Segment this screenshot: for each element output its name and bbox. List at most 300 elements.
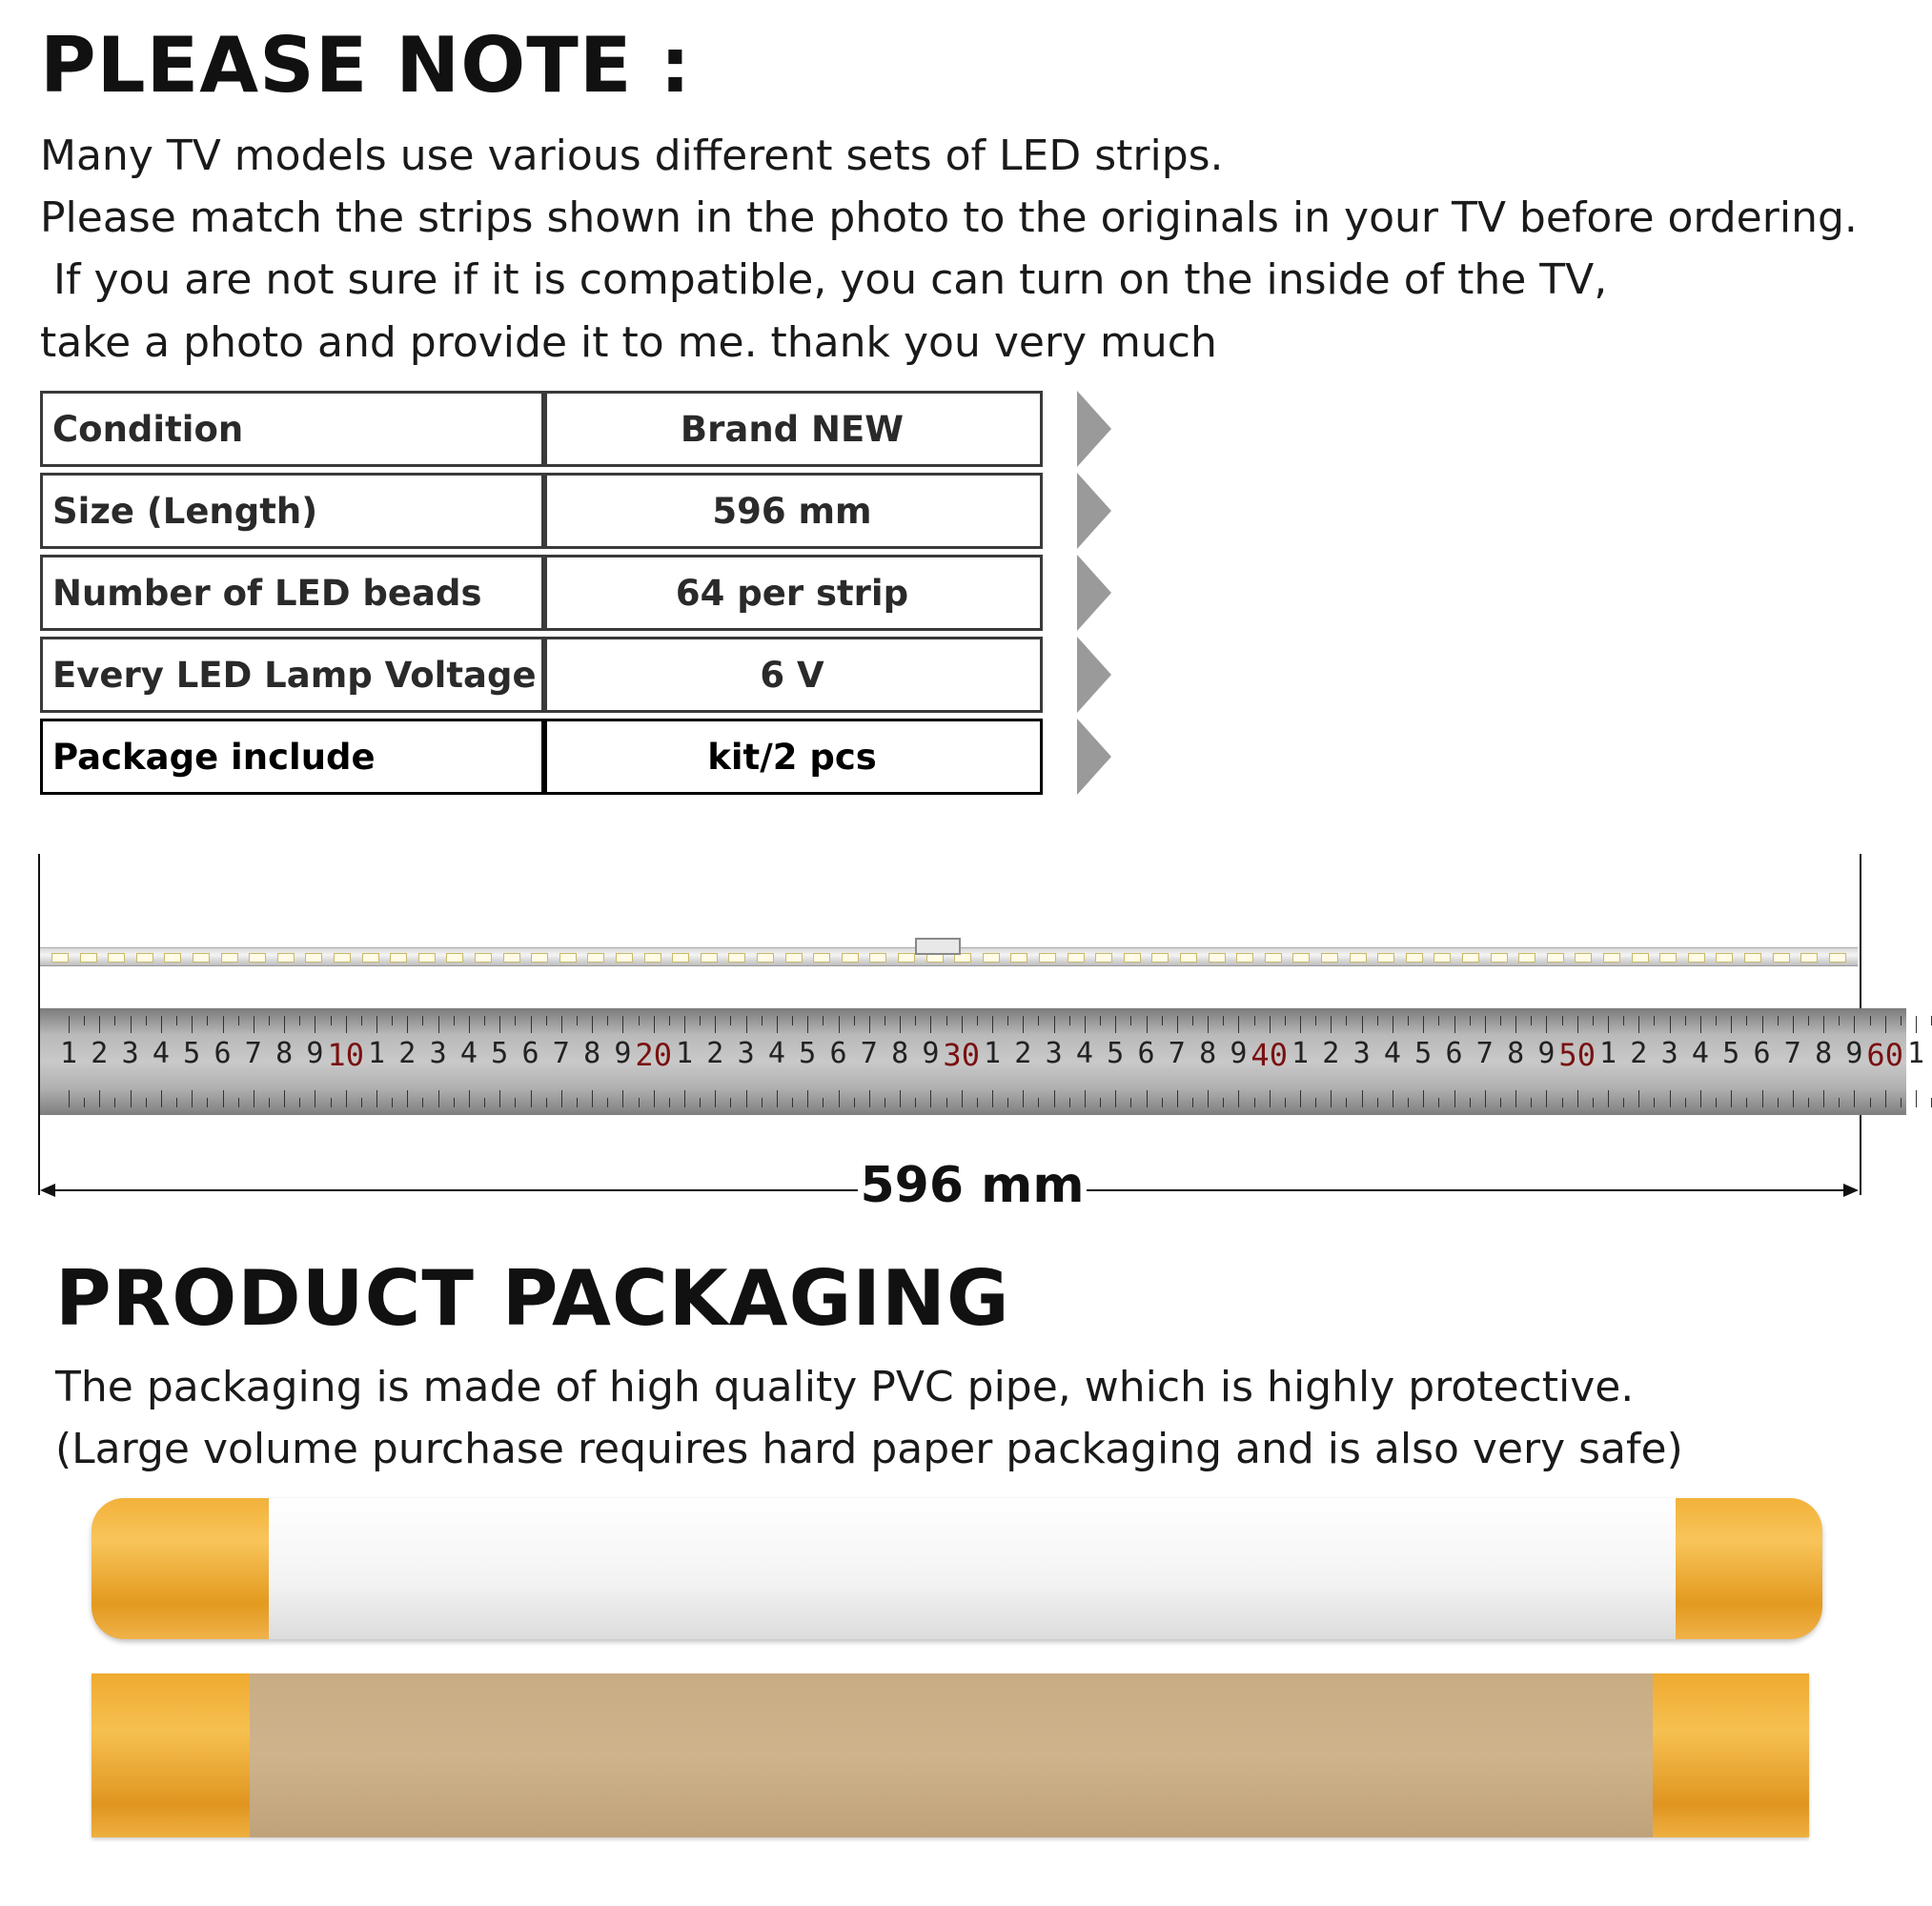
- ruler-number: 2: [706, 1037, 724, 1070]
- ruler-number: 8: [891, 1037, 909, 1070]
- ruler-tick: [1454, 1090, 1455, 1107]
- ruler-tick: [1315, 1098, 1316, 1107]
- ruler-number: 3: [429, 1037, 447, 1070]
- ruler-tick: [1162, 1098, 1163, 1107]
- ruler-number: 7: [1475, 1037, 1494, 1070]
- ruler-tick: [823, 1098, 824, 1107]
- ruler-number: 4: [1691, 1037, 1709, 1070]
- ruler-number: 3: [1660, 1037, 1678, 1070]
- ruler-tick: [546, 1098, 547, 1107]
- ruler-tick: [1192, 1098, 1193, 1107]
- ruler-tick: [607, 1098, 608, 1107]
- ruler-tick: [792, 1016, 793, 1025]
- led-bead: [898, 953, 915, 963]
- ruler-tick: [531, 1016, 532, 1033]
- ruler-tick: [1577, 1016, 1578, 1033]
- ruler-tick: [1300, 1090, 1301, 1107]
- ruler-tick: [639, 1016, 640, 1025]
- ruler-number: 1: [1291, 1037, 1310, 1070]
- led-bead: [1265, 953, 1282, 963]
- dimension-label: 596 mm: [858, 1157, 1087, 1214]
- triangle-arrow-icon: [1077, 555, 1111, 631]
- ruler-tick: [946, 1016, 947, 1025]
- ruler-tick: [1823, 1090, 1824, 1107]
- led-bead: [983, 953, 1000, 963]
- led-bead: [531, 953, 548, 963]
- ruler-number: 1: [1598, 1037, 1617, 1070]
- ruler-tick: [561, 1090, 562, 1107]
- ruler-tick: [1130, 1098, 1131, 1107]
- ruler-number: 9: [1230, 1037, 1248, 1070]
- ruler-tick: [346, 1090, 347, 1107]
- ruler-tick: [807, 1016, 808, 1033]
- ruler-number: 8: [1815, 1037, 1833, 1070]
- ruler-tick: [1223, 1098, 1224, 1107]
- spec-label: Size (Length): [40, 473, 547, 549]
- led-bead: [277, 953, 295, 963]
- ruler-tick: [1423, 1016, 1424, 1033]
- triangle-arrow-icon: [1077, 637, 1111, 713]
- ruler-tick: [1147, 1016, 1148, 1033]
- ruler-number: 8: [1199, 1037, 1217, 1070]
- note-heading: PLEASE NOTE :: [40, 21, 692, 110]
- led-bead: [475, 953, 492, 963]
- ruler-number: 4: [767, 1037, 785, 1070]
- ruler-tick: [1470, 1098, 1471, 1107]
- led-bead: [672, 953, 689, 963]
- ruler-tick: [1638, 1090, 1639, 1107]
- led-bead: [559, 953, 577, 963]
- ruler-tick: [1454, 1016, 1455, 1033]
- ruler-tick: [192, 1090, 193, 1107]
- ruler-number: 1: [1906, 1037, 1925, 1070]
- ruler-number: 2: [1630, 1037, 1648, 1070]
- tape-left: [92, 1673, 250, 1837]
- ruler-tick: [915, 1098, 916, 1107]
- led-bead: [1124, 953, 1141, 963]
- ruler-tick: [1115, 1016, 1116, 1033]
- ruler-tick: [1085, 1090, 1086, 1107]
- led-bead: [305, 953, 322, 963]
- ruler-tick: [1608, 1016, 1609, 1033]
- led-bead: [1209, 953, 1226, 963]
- ruler-tick: [1654, 1098, 1655, 1107]
- ruler-tick: [1793, 1016, 1794, 1033]
- ruler-tick: [1700, 1016, 1701, 1033]
- ruler-tick: [992, 1016, 993, 1033]
- ruler-tick: [84, 1016, 85, 1025]
- ruler-number: 9: [1845, 1037, 1863, 1070]
- ruler-tick: [1854, 1016, 1855, 1033]
- ruler-tick: [1023, 1016, 1024, 1033]
- ruler-tick: [823, 1016, 824, 1025]
- ruler-tick: [146, 1098, 147, 1107]
- ruler-tick: [531, 1090, 532, 1107]
- ruler-tick: [839, 1016, 840, 1033]
- ruler-tick: [114, 1016, 115, 1025]
- ruler-tick: [1007, 1098, 1008, 1107]
- led-bead: [1829, 953, 1846, 963]
- ruler-tick: [684, 1090, 685, 1107]
- spec-row-condition: [40, 391, 1041, 467]
- ruler-number: 9: [1537, 1037, 1556, 1070]
- ruler-tick: [1593, 1098, 1594, 1107]
- ruler-tick: [331, 1098, 332, 1107]
- led-bead: [757, 953, 774, 963]
- ruler-tick: [654, 1090, 655, 1107]
- ruler-tick: [1377, 1098, 1378, 1107]
- ruler-tick: [1885, 1090, 1886, 1107]
- ruler-tick: [1515, 1016, 1516, 1033]
- spec-label: Package include: [40, 719, 547, 795]
- ruler-tick: [930, 1016, 931, 1033]
- arrow-right-icon: [1843, 1184, 1859, 1197]
- triangle-arrow-icon: [1077, 473, 1111, 549]
- led-bead: [446, 953, 463, 963]
- led-bead: [1406, 953, 1423, 963]
- ruler-tick: [1762, 1016, 1763, 1033]
- ruler-tick: [930, 1090, 931, 1107]
- ruler-tick: [900, 1090, 901, 1107]
- ruler-number: 10: [327, 1037, 364, 1073]
- ruler-tick: [762, 1098, 763, 1107]
- led-bead: [1377, 953, 1394, 963]
- spec-row-voltage: [40, 637, 1041, 713]
- ruler-tick: [1115, 1090, 1116, 1107]
- spec-value: Brand NEW: [541, 391, 1043, 467]
- ruler-tick: [407, 1016, 408, 1033]
- led-bead: [108, 953, 125, 963]
- measuring-ruler: [40, 1008, 1925, 1115]
- ruler-number: 7: [552, 1037, 570, 1070]
- led-bead: [249, 953, 266, 963]
- led-bead: [1151, 953, 1169, 963]
- ruler-number: 6: [1753, 1037, 1771, 1070]
- ruler-number: 6: [1137, 1037, 1155, 1070]
- ruler-tick: [207, 1098, 208, 1107]
- ruler-tick: [1485, 1016, 1486, 1033]
- ruler-number: 9: [922, 1037, 940, 1070]
- ruler-number: 7: [860, 1037, 878, 1070]
- ruler-tick: [577, 1016, 578, 1025]
- ruler-tick: [1746, 1098, 1747, 1107]
- ruler-tick: [69, 1090, 70, 1107]
- ruler-tick: [730, 1098, 731, 1107]
- ruler-tick: [730, 1016, 731, 1025]
- ruler-number: 40: [1251, 1037, 1288, 1073]
- led-bead: [1321, 953, 1338, 963]
- ruler-tick: [1007, 1016, 1008, 1025]
- ruler-tick: [1500, 1016, 1501, 1025]
- ruler-number: 4: [152, 1037, 170, 1070]
- ruler-number: 4: [459, 1037, 478, 1070]
- ruler-number: 5: [491, 1037, 509, 1070]
- ruler-tick: [1130, 1016, 1131, 1025]
- spec-label: Condition: [40, 391, 547, 467]
- led-bead: [1434, 953, 1451, 963]
- ruler-tick: [1870, 1098, 1871, 1107]
- ruler-tick: [1515, 1090, 1516, 1107]
- ruler-tick: [1685, 1016, 1686, 1025]
- ruler-number: 6: [1445, 1037, 1463, 1070]
- ruler-tick: [1562, 1098, 1563, 1107]
- ruler-tick: [1546, 1016, 1547, 1033]
- ruler-number: 5: [1107, 1037, 1125, 1070]
- ruler-number: 5: [799, 1037, 817, 1070]
- ruler-tick: [869, 1016, 870, 1033]
- ruler-number: 3: [1352, 1037, 1371, 1070]
- ruler-tick: [1423, 1090, 1424, 1107]
- ruler-tick: [561, 1016, 562, 1033]
- ruler-tick: [1069, 1098, 1070, 1107]
- note-line-3: If you are not sure if it is compatible, you can turn on the inside of the TV,: [40, 255, 1608, 304]
- ruler-tick: [114, 1098, 115, 1107]
- ruler-number: 7: [244, 1037, 262, 1070]
- ruler-tick: [1670, 1090, 1671, 1107]
- ruler-number: 60: [1866, 1037, 1903, 1073]
- ruler-tick: [1700, 1090, 1701, 1107]
- led-bead: [136, 953, 153, 963]
- ruler-tick: [392, 1016, 393, 1025]
- ruler-tick: [1654, 1016, 1655, 1025]
- packaging-heading: PRODUCT PACKAGING: [55, 1254, 1010, 1343]
- strip-connector: [915, 938, 961, 955]
- ruler-tick: [1839, 1098, 1840, 1107]
- led-bead: [869, 953, 886, 963]
- led-bead: [362, 953, 379, 963]
- ruler-tick: [1762, 1090, 1763, 1107]
- ruler-tick: [1438, 1016, 1439, 1025]
- ruler-tick: [1470, 1016, 1471, 1025]
- ruler-tick: [1623, 1098, 1624, 1107]
- ruler-tick: [1916, 1016, 1917, 1033]
- ruler-number: 30: [943, 1037, 980, 1073]
- ruler-tick: [1623, 1016, 1624, 1025]
- note-line-4: take a photo and provide it to me. thank you very much: [40, 318, 1217, 367]
- ruler-tick: [299, 1098, 300, 1107]
- led-bead: [390, 953, 407, 963]
- ruler-tick: [1023, 1090, 1024, 1107]
- ruler-tick: [1100, 1098, 1101, 1107]
- ruler-tick: [269, 1016, 270, 1025]
- ruler-tick: [1069, 1016, 1070, 1025]
- ruler-tick: [407, 1090, 408, 1107]
- spec-label: Number of LED beads: [40, 555, 547, 631]
- ruler-tick: [1500, 1098, 1501, 1107]
- ruler-number: 4: [1383, 1037, 1401, 1070]
- ruler-tick: [1731, 1016, 1732, 1033]
- ruler-number: 5: [183, 1037, 201, 1070]
- ruler-tick: [546, 1016, 547, 1025]
- ruler-tick: [1315, 1016, 1316, 1025]
- ruler-tick: [839, 1090, 840, 1107]
- spec-row-size: [40, 473, 1041, 549]
- ruler-tick: [422, 1016, 423, 1025]
- led-bead: [1462, 953, 1479, 963]
- ruler-tick: [1808, 1098, 1809, 1107]
- led-bead: [418, 953, 436, 963]
- ruler-tick: [176, 1098, 177, 1107]
- led-bead: [221, 953, 238, 963]
- ruler-tick: [962, 1090, 963, 1107]
- ruler-tick: [99, 1090, 100, 1107]
- ruler-tick: [746, 1016, 747, 1033]
- ruler-tick: [1562, 1016, 1563, 1025]
- ruler-number: 3: [121, 1037, 139, 1070]
- led-bead: [1688, 953, 1705, 963]
- ruler-tick: [900, 1016, 901, 1033]
- ruler-tick: [84, 1098, 85, 1107]
- led-bead: [1095, 953, 1112, 963]
- ruler-tick: [223, 1016, 224, 1033]
- ruler-tick: [99, 1016, 100, 1033]
- ruler-tick: [1362, 1016, 1363, 1033]
- ruler-tick: [1438, 1098, 1439, 1107]
- ruler-tick: [1285, 1016, 1286, 1025]
- ruler-tick: [684, 1016, 685, 1033]
- ruler-number: 2: [1014, 1037, 1032, 1070]
- ruler-number: 9: [306, 1037, 324, 1070]
- ruler-tick: [146, 1016, 147, 1025]
- ruler-number: 1: [367, 1037, 386, 1070]
- ruler-tick: [592, 1090, 593, 1107]
- ruler-tick: [622, 1090, 623, 1107]
- led-bead: [1350, 953, 1367, 963]
- ruler-tick: [1177, 1016, 1178, 1033]
- ruler-tick: [1793, 1090, 1794, 1107]
- ruler-tick: [1731, 1090, 1732, 1107]
- ruler-tick: [1038, 1016, 1039, 1025]
- ruler-tick: [1577, 1090, 1578, 1107]
- ruler-tick: [869, 1090, 870, 1107]
- ruler-tick: [1270, 1016, 1271, 1033]
- ruler-number: 6: [214, 1037, 232, 1070]
- ruler-tick: [854, 1098, 855, 1107]
- ruler-number: 8: [583, 1037, 601, 1070]
- ruler-tick: [715, 1090, 716, 1107]
- led-bead: [1236, 953, 1253, 963]
- ruler-tick: [346, 1016, 347, 1033]
- ruler-tick: [1254, 1098, 1255, 1107]
- ruler-tick: [1531, 1016, 1532, 1025]
- ruler-tick: [1916, 1090, 1917, 1107]
- ruler-tick: [299, 1016, 300, 1025]
- led-bead: [644, 953, 661, 963]
- ruler-number: 1: [59, 1037, 78, 1070]
- ruler-tick: [977, 1016, 978, 1025]
- note-line-2: Please match the strips shown in the photo to the originals in your TV before ordering.: [40, 193, 1858, 242]
- led-bead: [1603, 953, 1620, 963]
- paper-box-image: [92, 1673, 1809, 1837]
- ruler-tick: [1254, 1016, 1255, 1025]
- ruler-number: 2: [91, 1037, 109, 1070]
- ruler-tick: [654, 1016, 655, 1033]
- led-bead: [1716, 953, 1733, 963]
- ruler-tick: [131, 1090, 132, 1107]
- ruler-tick: [1346, 1098, 1347, 1107]
- ruler-tick: [1839, 1016, 1840, 1025]
- led-bead: [1773, 953, 1790, 963]
- ruler-tick: [1485, 1090, 1486, 1107]
- ruler-tick: [331, 1016, 332, 1025]
- ruler-tick: [669, 1016, 670, 1025]
- ruler-tick: [269, 1098, 270, 1107]
- spec-row-package: [40, 719, 1041, 795]
- ruler-tick: [376, 1090, 377, 1107]
- ruler-number: 3: [1045, 1037, 1063, 1070]
- ruler-number: 1: [983, 1037, 1002, 1070]
- tape-right: [1676, 1498, 1822, 1639]
- ruler-tick: [1300, 1016, 1301, 1033]
- ruler-tick: [762, 1016, 763, 1025]
- ruler-tick: [1746, 1016, 1747, 1025]
- ruler-tick: [1408, 1098, 1409, 1107]
- ruler-tick: [454, 1098, 455, 1107]
- led-bead: [1068, 953, 1085, 963]
- ruler-tick: [1778, 1098, 1779, 1107]
- ruler-tick: [392, 1098, 393, 1107]
- ruler-number: 4: [1075, 1037, 1093, 1070]
- ruler-tick: [284, 1016, 285, 1033]
- ruler-tick: [946, 1098, 947, 1107]
- led-bead: [616, 953, 633, 963]
- ruler-tick: [238, 1016, 239, 1025]
- ruler-tick: [607, 1016, 608, 1025]
- led-bead: [1575, 953, 1592, 963]
- ruler-tick: [577, 1098, 578, 1107]
- led-bead: [1039, 953, 1056, 963]
- ruler-tick: [1192, 1016, 1193, 1025]
- spec-label: Every LED Lamp Voltage: [40, 637, 547, 713]
- ruler-tick: [746, 1090, 747, 1107]
- ruler-tick: [161, 1090, 162, 1107]
- ruler-tick: [792, 1098, 793, 1107]
- ruler-tick: [977, 1098, 978, 1107]
- ruler-tick: [777, 1090, 778, 1107]
- led-bead: [701, 953, 718, 963]
- led-bead: [1491, 953, 1508, 963]
- ruler-tick: [1408, 1016, 1409, 1025]
- ruler-tick: [1162, 1016, 1163, 1025]
- ruler-number: 6: [521, 1037, 539, 1070]
- led-bead: [728, 953, 745, 963]
- ruler-tick: [1823, 1016, 1824, 1033]
- ruler-number: 2: [398, 1037, 417, 1070]
- led-bead: [164, 953, 181, 963]
- led-bead: [1744, 953, 1761, 963]
- led-bead: [842, 953, 859, 963]
- ruler-tick: [238, 1098, 239, 1107]
- ruler-tick: [1593, 1016, 1594, 1025]
- ruler-tick: [161, 1016, 162, 1033]
- ruler-tick: [1377, 1016, 1378, 1025]
- ruler-number: 8: [1507, 1037, 1525, 1070]
- ruler-number: 1: [675, 1037, 694, 1070]
- ruler-tick: [1531, 1098, 1532, 1107]
- ruler-tick: [1238, 1016, 1239, 1033]
- ruler-tick: [192, 1016, 193, 1033]
- ruler-number: 3: [737, 1037, 755, 1070]
- spec-row-led-beads: [40, 555, 1041, 631]
- ruler-tick: [1208, 1016, 1209, 1033]
- spec-value: 6 V: [541, 637, 1043, 713]
- ruler-tick: [1716, 1098, 1717, 1107]
- ruler-tick: [131, 1016, 132, 1033]
- ruler-number: 8: [275, 1037, 294, 1070]
- note-line-1: Many TV models use various different sets of LED strips.: [40, 132, 1224, 180]
- ruler-tick: [469, 1016, 470, 1033]
- ruler-tick: [223, 1090, 224, 1107]
